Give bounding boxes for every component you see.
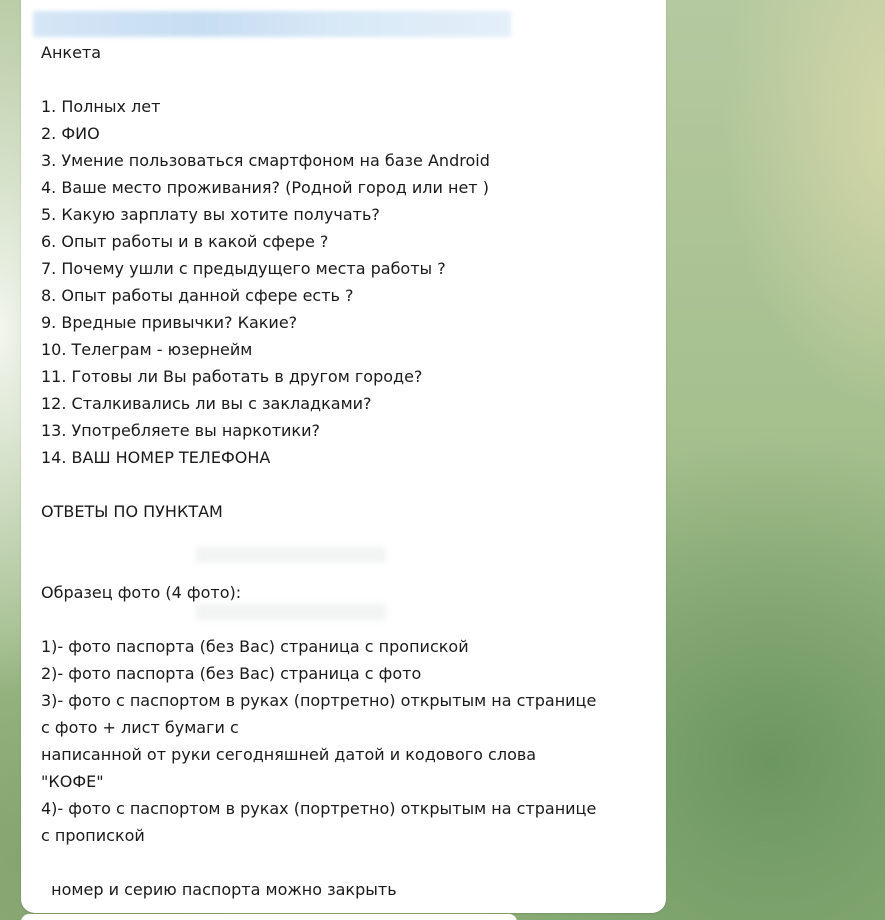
form-title: Анкета — [41, 43, 102, 62]
message-bubble[interactable] — [21, 0, 666, 913]
question-item: 6. Опыт работы и в какой сфере ? — [41, 232, 329, 251]
next-message-bubble[interactable] — [21, 914, 517, 920]
sender-name-redacted — [33, 11, 511, 37]
photo-item: 2)- фото паспорта (без Вас) страница с фото — [41, 664, 422, 683]
question-item: 11. Готовы ли Вы работать в другом городе? — [41, 367, 423, 386]
footer-note: номер и серию паспорта можно закрыть — [41, 880, 397, 899]
question-item: 12. Сталкивались ли вы с закладками? — [41, 394, 372, 413]
photo-item: с фото + лист бумаги с — [41, 718, 239, 737]
question-item: 5. Какую зарплату вы хотите получать? — [41, 205, 380, 224]
question-item: 3. Умение пользоваться смартфоном на базе Android — [41, 151, 490, 170]
question-item: 4. Ваше место проживания? (Родной город или нет ) — [41, 178, 489, 197]
photo-item: написанной от руки сегодняшней датой и кодового слова — [41, 745, 537, 764]
question-item: 8. Опыт работы данной сфере есть ? — [41, 286, 354, 305]
answers-note: ОТВЕТЫ ПО ПУНКТАМ — [41, 502, 223, 521]
redacted-line — [196, 604, 386, 620]
photo-item: 1)- фото паспорта (без Вас) страница с пропиской — [41, 637, 469, 656]
photo-header: Образец фото (4 фото): — [41, 583, 242, 602]
question-item: 7. Почему ушли с предыдущего места работы ? — [41, 259, 446, 278]
question-item: 2. ФИО — [41, 124, 100, 143]
photo-item: "КОФЕ" — [41, 772, 104, 791]
question-item: 14. ВАШ НОМЕР ТЕЛЕФОНА — [41, 448, 271, 467]
photo-item: 3)- фото с паспортом в руках (портретно) открытым на странице — [41, 691, 597, 710]
message-text — [41, 39, 659, 903]
question-item: 10. Телеграм - юзернейм — [41, 340, 253, 359]
photo-item: с пропиской — [41, 826, 145, 845]
photo-item: 4)- фото с паспортом в руках (портретно) открытым на странице — [41, 799, 597, 818]
question-item: 13. Употребляете вы наркотики? — [41, 421, 320, 440]
redacted-line — [196, 547, 386, 563]
question-item: 9. Вредные привычки? Какие? — [41, 313, 298, 332]
question-item: 1. Полных лет — [41, 97, 161, 116]
